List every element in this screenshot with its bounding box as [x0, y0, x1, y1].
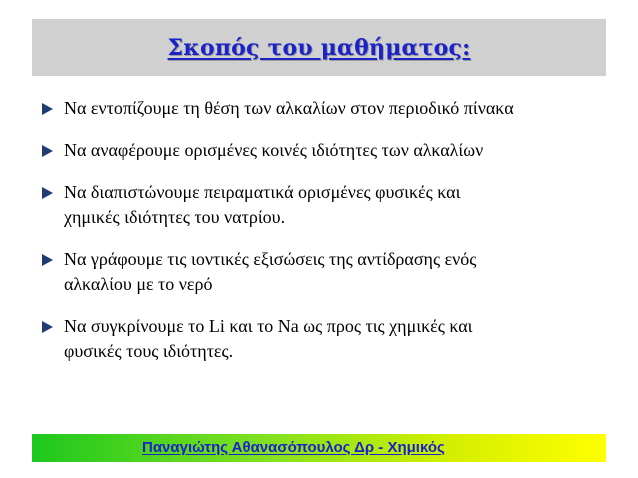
bullet-text-line-1: Να διαπιστώνουμε πειραματικά ορισμένες φυσικές και	[64, 182, 461, 202]
triangle-right-icon	[42, 103, 53, 115]
bullet-text-line-1: Να εντοπίζουμε τη θέση των αλκαλίων στον περιοδικό πίνακα	[64, 98, 514, 118]
triangle-right-icon	[42, 321, 53, 333]
bullet-text-line-1: Να αναφέρουμε ορισμένες κοινές ιδιότητες των αλκαλίων	[64, 140, 484, 160]
slide-title: Σκοπός του μαθήματος:	[167, 34, 471, 61]
triangle-right-icon	[42, 187, 53, 199]
bullet-item	[38, 247, 618, 297]
bullet-list	[38, 96, 618, 381]
footer-author: Παναγιώτης Αθανασόπουλος Δρ - Χημικός	[142, 439, 445, 456]
bullet-text-line-2: φυσικές τους ιδιότητες.	[64, 341, 234, 361]
footer-bar	[32, 434, 606, 462]
bullet-item	[38, 314, 618, 364]
bullet-item	[38, 96, 618, 121]
bullet-item	[38, 180, 618, 230]
title-bar	[32, 19, 606, 76]
bullet-text-line-2: χημικές ιδιότητες του νατρίου.	[64, 207, 286, 227]
bullet-item	[38, 138, 618, 163]
triangle-right-icon	[42, 254, 53, 266]
bullet-text-line-1: Να συγκρίνουμε το Li και το Na ως προς τις χημικές και	[64, 316, 473, 336]
bullet-text-line-1: Να γράφουμε τις ιοντικές εξισώσεις της αντίδρασης ενός	[64, 249, 477, 269]
bullet-text-line-2: αλκαλίου με το νερό	[64, 274, 213, 294]
triangle-right-icon	[42, 145, 53, 157]
